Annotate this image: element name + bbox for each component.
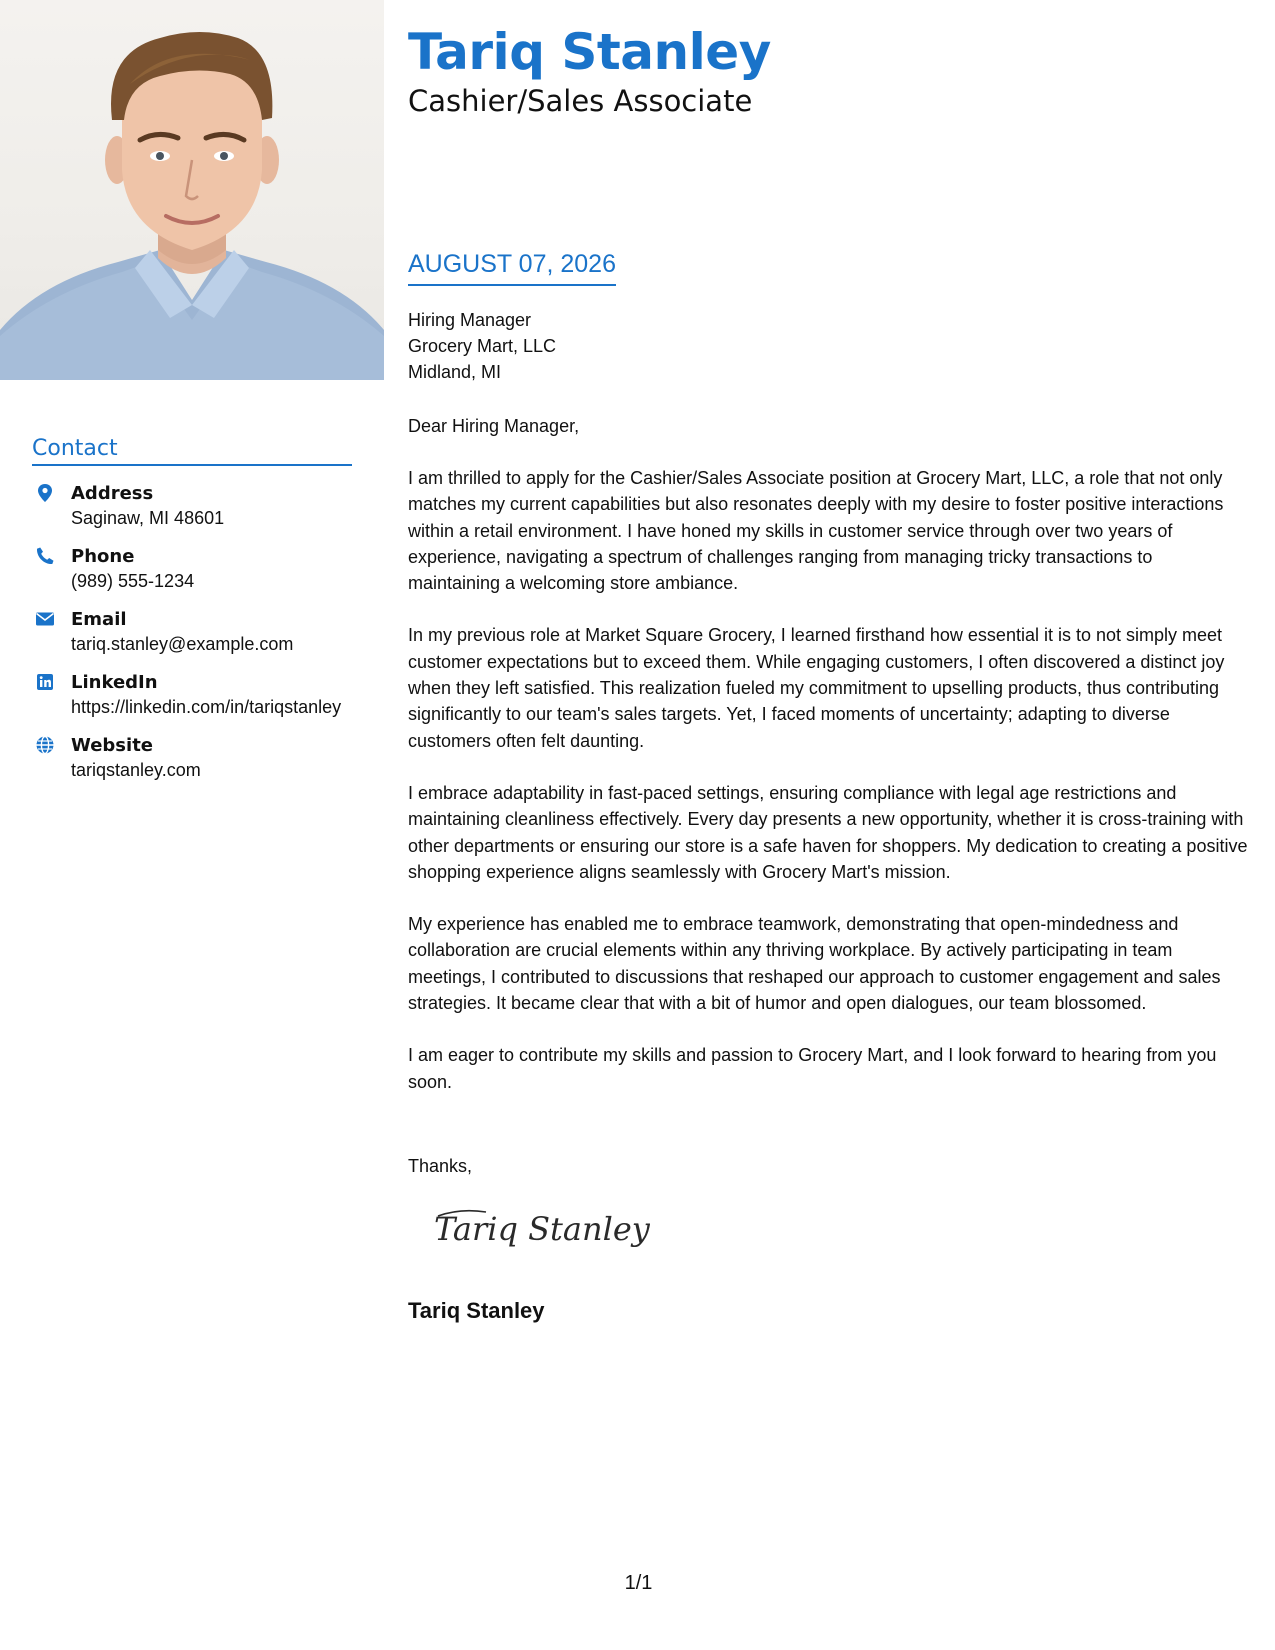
salutation: Dear Hiring Manager,	[408, 416, 580, 436]
page-number	[0, 1570, 1275, 1596]
body-paragraph: I am eager to contribute my skills and passion to Grocery Mart, and I look forward to hearing from you soon.	[408, 1045, 1217, 1092]
signed-name: Tariq Stanley	[408, 1298, 545, 1323]
location-pin-icon	[35, 483, 55, 503]
contact-label: LinkedIn	[71, 672, 158, 693]
contact-label: Email	[71, 609, 127, 630]
profile-photo	[0, 0, 384, 380]
address-value: Saginaw, MI 48601	[71, 508, 225, 528]
body-paragraph: I embrace adaptability in fast-paced settings, ensuring compliance with legal age restrictions and maintaining cleanliness effectively. Every day presents a new opportunity, whether it is cross-training with other departments or ensuring our store is a safe haven for shoppers. My dedication to creating a positive shopping experience aligns seamlessly with Grocery Mart's mission.	[408, 782, 1248, 882]
contact-list	[32, 481, 362, 796]
recipient-line: Midland, MI	[408, 362, 502, 382]
linkedin-icon	[35, 672, 55, 692]
recipient-line: Grocery Mart, LLC	[408, 336, 557, 356]
contact-item-linkedin	[32, 670, 362, 720]
email-link[interactable]: tariq.stanley@example.com	[71, 634, 294, 654]
body-paragraph: In my previous role at Market Square Grocery, I learned firsthand how essential it is to not simply meet customer expectations but to exceed them. While engaging customers, I often discovered a distinct joy when they left satisfied. This realization fueled my commitment to upselling products, thus contributing significantly to our team's sales targets. Yet, I faced moments of uncertainty; adapting to diverse customers often felt daunting.	[408, 625, 1225, 751]
website-link[interactable]: tariqstanley.com	[71, 760, 201, 780]
letter-body	[408, 465, 1248, 1121]
handwritten-signature	[430, 1200, 650, 1260]
recipient-block	[408, 307, 556, 385]
contact-item-email	[32, 607, 362, 657]
closing: Thanks,	[408, 1156, 473, 1176]
signature-text: Tariq Stanley	[434, 1210, 650, 1248]
contact-label: Phone	[71, 546, 135, 567]
contact-item-address	[32, 481, 362, 531]
phone-value: (989) 555-1234	[71, 571, 195, 591]
recipient-line: Hiring Manager	[408, 310, 532, 330]
body-paragraph: I am thrilled to apply for the Cashier/Sales Associate position at Grocery Mart, LLC, a role that not only matches my current capabilities but also resonates deeply with my desire to foster positive interactions within a retail environment. I have honed my skills in customer service through over two years of experience, navigating a spectrum of challenges ranging from managing tricky transactions to maintaining a welcoming store ambiance.	[408, 468, 1224, 594]
contact-item-website	[32, 733, 362, 783]
contact-label: Website	[71, 735, 154, 756]
contact-heading: Contact	[32, 436, 352, 466]
page-number-text: 1/1	[624, 1572, 653, 1594]
applicant-name: Tariq Stanley	[408, 23, 771, 81]
job-title: Cashier/Sales Associate	[408, 84, 753, 118]
letter-date: AUGUST 07, 2026	[408, 248, 616, 286]
email-icon	[35, 609, 55, 629]
linkedin-link[interactable]: https://linkedin.com/in/tariqstanley	[71, 697, 342, 717]
contact-item-phone	[32, 544, 362, 594]
body-paragraph: My experience has enabled me to embrace teamwork, demonstrating that open-mindedness and collaboration are crucial elements within any thriving workplace. By actively participating in team meetings, I contributed to discussions that reshaped our approach to customer engagement and sales strategies. It became clear that with a bit of humor and open dialogues, our team blossomed.	[408, 914, 1221, 1014]
contact-label: Address	[71, 483, 154, 504]
phone-icon	[35, 546, 55, 566]
globe-icon	[35, 735, 55, 755]
